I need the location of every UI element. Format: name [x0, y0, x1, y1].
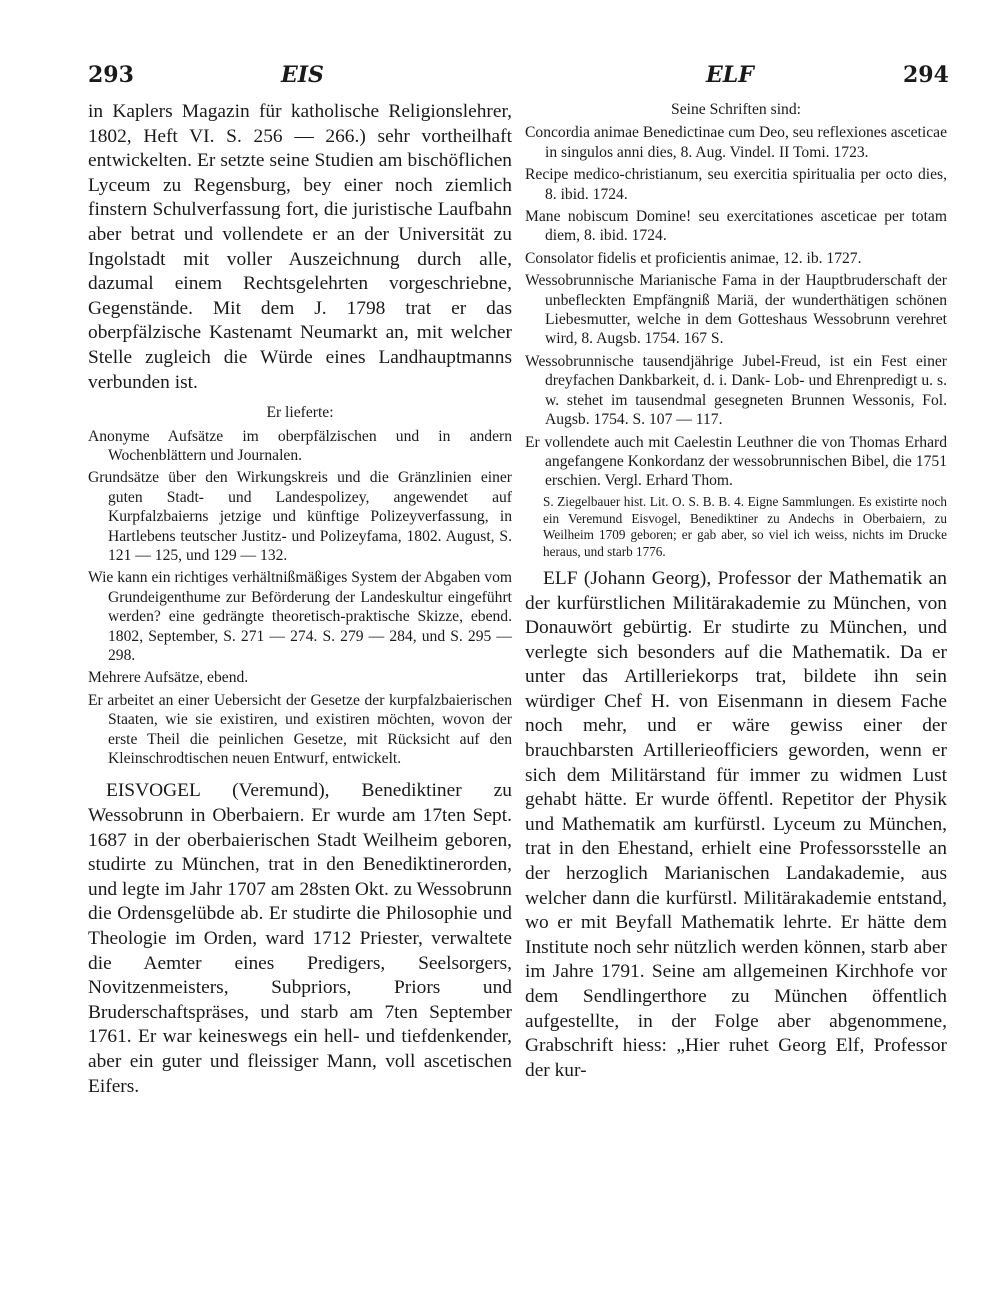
works-heading: Er lieferte: — [266, 404, 334, 422]
elf-entry: ELF (Johann Georg), Professor der Mathematik an der kurfürstlichen Militärakademie zu München, von Donauwört gebürtig. Er studirte zu München, und verlegte sich besonders auf die Mathematik. Da er unter das Artilleriekorps trat, bildete ihn sein würdiger Chef H. von Eisenmann in diesem Fache noch mehr, und er wäre gewiss einer der brauchbarsten Artillerieofficiers geworden, wenn er sich dem Militärstand für immer zu widmen Lust gehabt hätte. Er wurde öffentl. Repetitor der Physik und Mathematik am kurfürstl. Lyceum zu München, trat in den Ehestand, erhielt eine Professorsstelle an der herzoglich Marianischen Landakademie, aus welcher dann die kurfürstl. Militärakademie entstand, wo er mit Beyfall Mathematik lehrte. Er hätte dem Institute noch sehr nützlich werden können, starb aber im Jahre 1791. Seine am allgemeinen Kirchhofe vor dem Sendlingerthore zu München öffentlich aufgestellte, in der Folge aber abgenommene, Grabschrift hiess: „Hier ruhet Georg Elf, Professor der kur- — [525, 567, 947, 1081]
bibliographic-footnote: S. Ziegelbauer hist. Lit. O. S. B. B. 4. Eigne Sammlungen. Es existirte noch ein Veremund Eisvogel, Benediktiner zu Andechs in Oberbaiern, zu Weilheim 1709 geboren; er gab aber, so viel ich weiss, nichts im Drucke heraus, und starb 1776. — [543, 493, 947, 560]
work-entry: Anonyme Aufsätze im oberpfälzischen und in andern Wochenblättern und Journalen. — [88, 427, 512, 464]
writing-entry: Recipe medico-christianum, seu exercitia spiritualia per octo dies, 8. ibid. 1724. — [525, 166, 947, 203]
work-entry: Wie kann ein richtiges verhältnißmäßiges System der Abgaben vom Grundeigenthume zur Beförderung der Landeskultur eingeführt werden? eine gedrängte theoretisch-praktische Skizze, ebend. 1802, September, S. 271 — 274. S. 279 — 284, und S. 295 — 298. — [88, 569, 512, 664]
work-entry: Grundsätze über den Wirkungskreis und die Gränzlinien einer guten Stadt- und Landespolizey, angewendet auf Kurpfalzbaierns jetzige und künftige Polizeyverfassung, in Hartlebens teutscher Justitz- und Polizeyfama, 1802. August, S. 121 — 125, und 129 — 132. — [88, 469, 512, 564]
writing-entry: Wessobrunnische tausendjährige Jubel-Freud, ist ein Fest einer dreyfachen Dankbarkeit, d. i. Dank- Lob- und Ehrenpredigt u. s. w. stehet im tausendmal gesegneten Brunnen Wessonis, Fol. Augsb. 1754. S. 107 — 117. — [525, 352, 947, 429]
eisvogel-entry: EISVOGEL (Veremund), Benediktiner zu Wessobrunn in Oberbaiern. Er wurde am 17ten Sept. 1687 in der oberbaierischen Stadt Weilheim geboren, studirte zu München, trat in den Benediktinerorden, und legte im Jahr 1707 am 28sten Okt. zu Wessobrunn die Ordensgelübde ab. Er studirte die Philosophie und Theologie im Orden, ward 1712 Priester, verwaltete die Aemter eines Predigers, Seelsorgers, Novitzenmeisters, Subpriors, Priors und Bruderschaftspräses, und starb am 7ten September 1761. Er war keineswegs ein hell- und tiefdenkender, aber ein guter und fleissiger Mann, voll ascetischen Eifers. — [88, 780, 512, 1097]
page-number-right: 294 — [903, 62, 949, 88]
writing-entry: Wessobrunnische Marianische Fama in der Hauptbruderschaft der unbefleckten Empfängniß Mariä, der wunderthätigen schönen Liebesmutter, welche in dem Gotteshaus Wessobrunn verehret wird, 8. Augsb. 1754. 167 S. — [525, 272, 947, 348]
running-title-right: ELF — [706, 62, 754, 88]
right-column — [525, 100, 947, 1083]
work-entry: Mehrere Aufsätze, ebend. — [88, 669, 249, 687]
page-number-left: 293 — [88, 62, 134, 88]
running-title-left: EIS — [281, 62, 324, 88]
collaboration-note: Er vollendete auch mit Caelestin Leuthner die von Thomas Erhard angefangene Konkordanz der wessobrunnischen Bibel, die 1751 erschien. Vergl. Erhard Thom. — [525, 433, 947, 490]
works-list — [88, 427, 512, 769]
writings-heading: Seine Schriften sind: — [671, 101, 801, 118]
intro-paragraph: in Kaplers Magazin für katholische Religionslehrer, 1802, Heft VI. S. 256 — 266.) sehr vortheilhaft entwickelten. Er setzte seine Studien am bischöflichen Lyceum zu Regensburg, bey einer noch ziemlich finstern Schulverfassung fort, die juristische Laufbahn aber betrat und vollendete er an der Universität zu Ingolstadt mit voller Auszeichnung durch alle, dazumal einem Rechtsgelehrten vorgeschriebne, Gegenstände. Mit dem J. 1798 trat er das oberpfälzische Kastenamt Neumarkt an, mit welcher Stelle zugleich die Würde eines Landhauptmanns verbunden ist. — [88, 101, 512, 393]
writing-entry: Concordia animae Benedictinae cum Deo, seu reflexiones asceticae in singulos anni dies, 8. Aug. Vindel. II Tomi. 1723. — [525, 124, 947, 161]
writing-entry: Consolator fidelis et proficientis animae, 12. ib. 1727. — [525, 249, 862, 267]
work-entry: Er arbeitet an einer Uebersicht der Gesetze der kurpfalzbaierischen Staaten, wie sie existiren, und existiren möchten, wovon der erste Theil die peinlichen Gesetze, mit Rücksicht auf den Kleinschrodtischen neuen Entwurf, entwickelt. — [88, 691, 512, 768]
left-column — [88, 100, 512, 1099]
writing-entry: Mane nobiscum Domine! seu exercitationes asceticae per totam diem, 8. ibid. 1724. — [525, 208, 947, 245]
writings-list — [525, 123, 947, 490]
